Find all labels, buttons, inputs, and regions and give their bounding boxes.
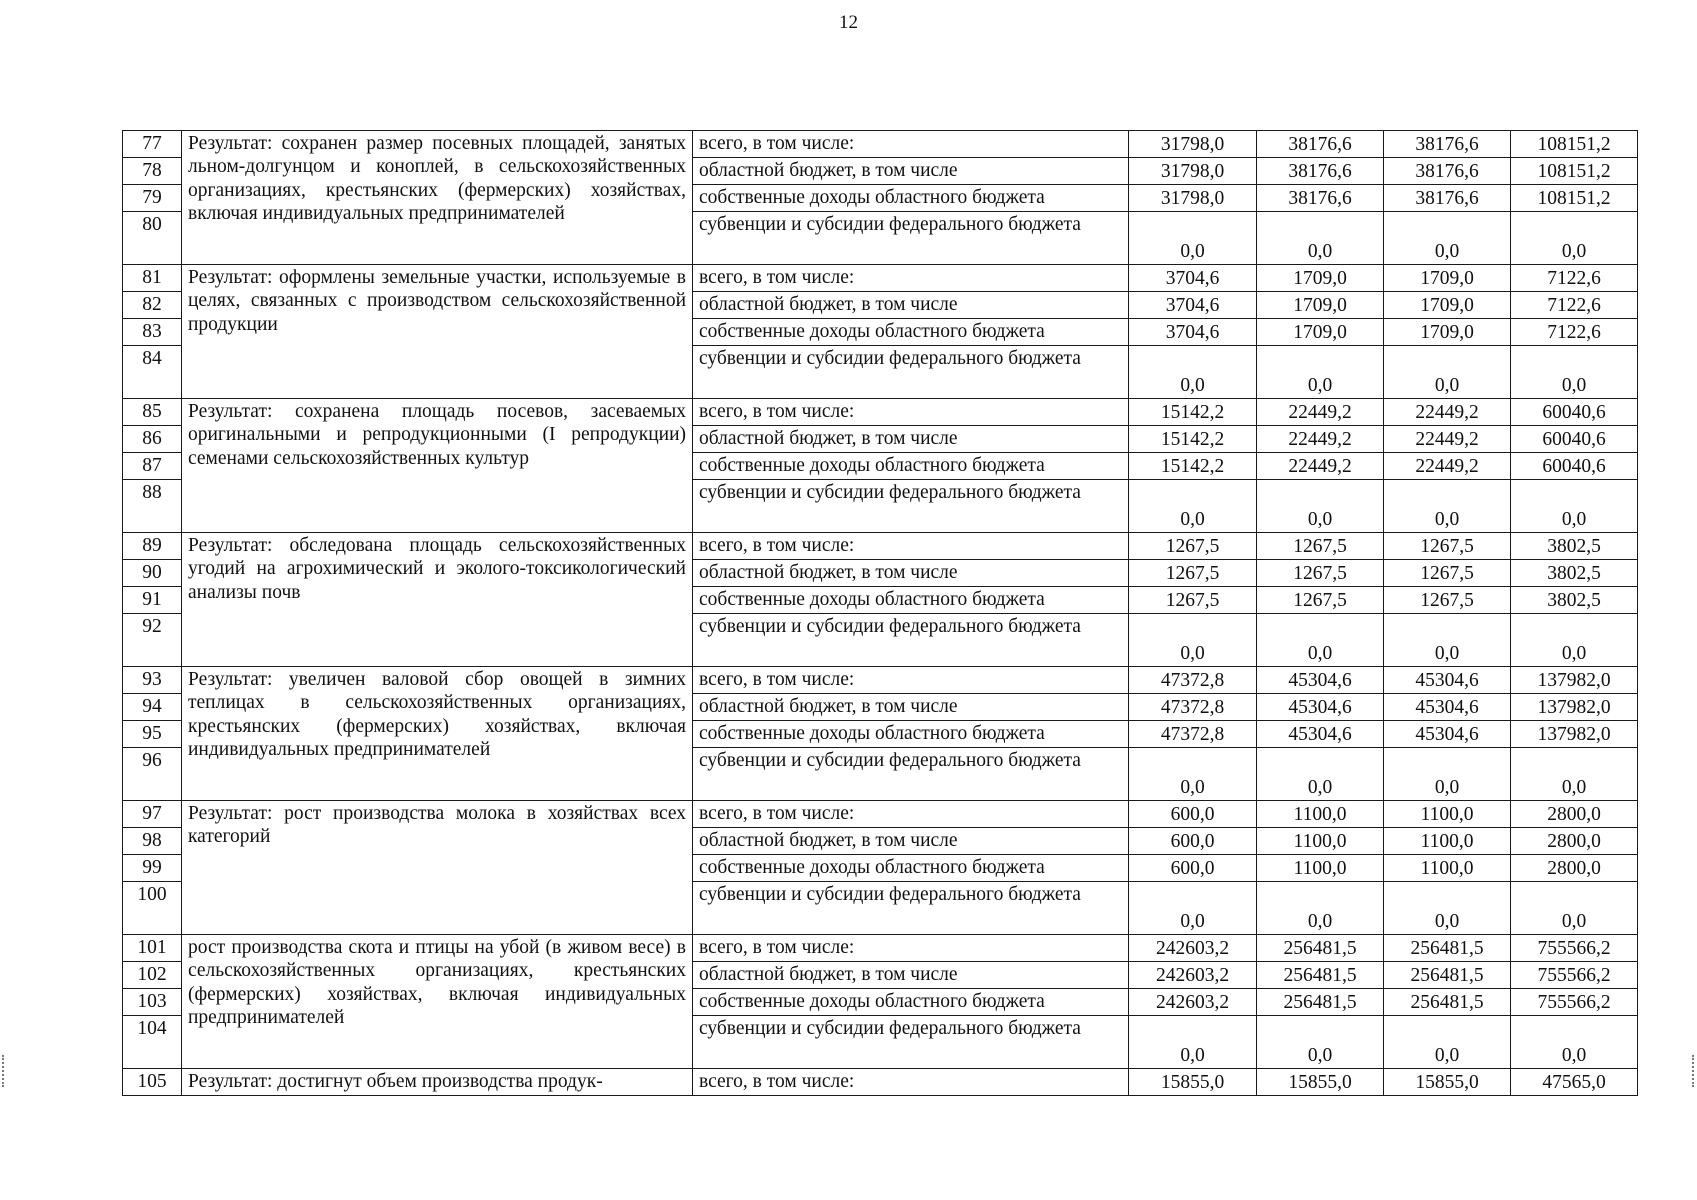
amount-cell: 0,0 xyxy=(1384,346,1511,399)
funding-source: собственные доходы областного бюджета xyxy=(693,453,1129,480)
amount-cell: 1100,0 xyxy=(1384,801,1511,828)
amount-cell: 22449,2 xyxy=(1384,426,1511,453)
amount-cell: 47372,8 xyxy=(1129,721,1257,748)
row-number: 104 xyxy=(123,1016,182,1069)
amount-cell: 22449,2 xyxy=(1257,453,1384,480)
amount-cell: 15142,2 xyxy=(1129,453,1257,480)
amount-cell: 7122,6 xyxy=(1511,265,1638,292)
result-description: Результат: обследована площадь сельскохозяйственных угодий на агрохимический и эколого-токсикологический анализы почв xyxy=(182,533,693,667)
amount-cell: 0,0 xyxy=(1129,212,1257,265)
amount-cell: 15142,2 xyxy=(1129,399,1257,426)
funding-source: областной бюджет, в том числе xyxy=(693,828,1129,855)
row-number: 92 xyxy=(123,614,182,667)
table-row xyxy=(123,533,1638,560)
amount-cell: 256481,5 xyxy=(1384,989,1511,1016)
amount-cell: 3802,5 xyxy=(1511,560,1638,587)
amount-cell: 22449,2 xyxy=(1257,426,1384,453)
amount-cell: 256481,5 xyxy=(1257,962,1384,989)
amount-cell: 38176,6 xyxy=(1257,158,1384,185)
amount-cell: 1267,5 xyxy=(1384,533,1511,560)
amount-cell: 31798,0 xyxy=(1129,131,1257,158)
amount-cell: 38176,6 xyxy=(1257,131,1384,158)
amount-cell: 0,0 xyxy=(1511,748,1638,801)
funding-source: субвенции и субсидии федерального бюджета xyxy=(693,882,1129,935)
amount-cell: 22449,2 xyxy=(1384,399,1511,426)
result-description: рост производства скота и птицы на убой (в живом весе) в сельскохозяйственных организациях, крестьянских (фермерских) хозяйствах, включая индивидуальных предпринимателей xyxy=(182,935,693,1069)
amount-cell: 1267,5 xyxy=(1384,560,1511,587)
amount-cell: 0,0 xyxy=(1511,614,1638,667)
amount-cell: 2800,0 xyxy=(1511,801,1638,828)
amount-cell: 0,0 xyxy=(1511,1016,1638,1069)
funding-source: всего, в том числе: xyxy=(693,399,1129,426)
amount-cell: 0,0 xyxy=(1257,480,1384,533)
amount-cell: 45304,6 xyxy=(1384,694,1511,721)
funding-source: областной бюджет, в том числе xyxy=(693,158,1129,185)
amount-cell: 22449,2 xyxy=(1384,453,1511,480)
row-number: 101 xyxy=(123,935,182,962)
row-number: 81 xyxy=(123,265,182,292)
table-body xyxy=(123,131,1638,1096)
row-number: 83 xyxy=(123,319,182,346)
amount-cell: 242603,2 xyxy=(1129,989,1257,1016)
funding-source: областной бюджет, в том числе xyxy=(693,560,1129,587)
funding-source: собственные доходы областного бюджета xyxy=(693,319,1129,346)
amount-cell: 38176,6 xyxy=(1384,131,1511,158)
row-number: 99 xyxy=(123,855,182,882)
funding-source: всего, в том числе: xyxy=(693,533,1129,560)
amount-cell: 1709,0 xyxy=(1384,319,1511,346)
amount-cell: 755566,2 xyxy=(1511,935,1638,962)
amount-cell: 1267,5 xyxy=(1384,587,1511,614)
amount-cell: 0,0 xyxy=(1511,480,1638,533)
amount-cell: 1709,0 xyxy=(1384,265,1511,292)
row-number: 80 xyxy=(123,212,182,265)
funding-source: субвенции и субсидии федерального бюджета xyxy=(693,212,1129,265)
amount-cell: 15855,0 xyxy=(1129,1069,1257,1096)
row-number: 91 xyxy=(123,587,182,614)
amount-cell: 1709,0 xyxy=(1257,292,1384,319)
amount-cell: 38176,6 xyxy=(1384,185,1511,212)
amount-cell: 0,0 xyxy=(1511,346,1638,399)
amount-cell: 1267,5 xyxy=(1257,560,1384,587)
row-number: 88 xyxy=(123,480,182,533)
amount-cell: 137982,0 xyxy=(1511,721,1638,748)
row-number: 96 xyxy=(123,748,182,801)
row-number: 82 xyxy=(123,292,182,319)
amount-cell: 3802,5 xyxy=(1511,533,1638,560)
amount-cell: 7122,6 xyxy=(1511,292,1638,319)
result-description: Результат: рост производства молока в хозяйствах всех категорий xyxy=(182,801,693,935)
row-number: 98 xyxy=(123,828,182,855)
amount-cell: 1267,5 xyxy=(1129,560,1257,587)
amount-cell: 1267,5 xyxy=(1129,587,1257,614)
amount-cell: 600,0 xyxy=(1129,801,1257,828)
amount-cell: 0,0 xyxy=(1257,212,1384,265)
amount-cell: 7122,6 xyxy=(1511,319,1638,346)
amount-cell: 15855,0 xyxy=(1384,1069,1511,1096)
amount-cell: 47565,0 xyxy=(1511,1069,1638,1096)
funding-source: областной бюджет, в том числе xyxy=(693,292,1129,319)
funding-source: областной бюджет, в том числе xyxy=(693,962,1129,989)
edge-mark-left xyxy=(2,1055,6,1087)
row-number: 105 xyxy=(123,1069,182,1096)
funding-source: всего, в том числе: xyxy=(693,935,1129,962)
amount-cell: 1709,0 xyxy=(1384,292,1511,319)
amount-cell: 60040,6 xyxy=(1511,399,1638,426)
amount-cell: 45304,6 xyxy=(1257,721,1384,748)
funding-source: субвенции и субсидии федерального бюджета xyxy=(693,1016,1129,1069)
funding-source: субвенции и субсидии федерального бюджета xyxy=(693,346,1129,399)
edge-mark-right xyxy=(1692,1055,1696,1087)
amount-cell: 0,0 xyxy=(1511,212,1638,265)
amount-cell: 47372,8 xyxy=(1129,694,1257,721)
row-number: 85 xyxy=(123,399,182,426)
amount-cell: 0,0 xyxy=(1511,882,1638,935)
funding-source: субвенции и субсидии федерального бюджета xyxy=(693,748,1129,801)
table-row xyxy=(123,131,1638,158)
amount-cell: 755566,2 xyxy=(1511,989,1638,1016)
amount-cell: 3802,5 xyxy=(1511,587,1638,614)
amount-cell: 1267,5 xyxy=(1129,533,1257,560)
amount-cell: 1100,0 xyxy=(1384,855,1511,882)
row-number: 86 xyxy=(123,426,182,453)
funding-source: всего, в том числе: xyxy=(693,131,1129,158)
amount-cell: 0,0 xyxy=(1257,1016,1384,1069)
amount-cell: 1709,0 xyxy=(1257,319,1384,346)
amount-cell: 256481,5 xyxy=(1384,962,1511,989)
amount-cell: 0,0 xyxy=(1129,1016,1257,1069)
amount-cell: 22449,2 xyxy=(1257,399,1384,426)
amount-cell: 3704,6 xyxy=(1129,292,1257,319)
amount-cell: 137982,0 xyxy=(1511,667,1638,694)
amount-cell: 60040,6 xyxy=(1511,426,1638,453)
row-number: 102 xyxy=(123,962,182,989)
row-number: 93 xyxy=(123,667,182,694)
result-description: Результат: увеличен валовой сбор овощей в зимних теплицах в сельскохозяйственных организациях, крестьянских (фермерских) хозяйствах, включая индивидуальных предпринимателей xyxy=(182,667,693,801)
amount-cell: 0,0 xyxy=(1129,748,1257,801)
amount-cell: 755566,2 xyxy=(1511,962,1638,989)
amount-cell: 0,0 xyxy=(1384,212,1511,265)
amount-cell: 242603,2 xyxy=(1129,962,1257,989)
amount-cell: 45304,6 xyxy=(1384,667,1511,694)
result-description: Результат: сохранен размер посевных площадей, занятых льном-долгунцом и коноплей, в сельскохозяйственных организациях, крестьянских (фермерских) хозяйствах, включая индивидуальных предпринимателей xyxy=(182,131,693,265)
amount-cell: 0,0 xyxy=(1257,346,1384,399)
amount-cell: 45304,6 xyxy=(1257,694,1384,721)
amount-cell: 0,0 xyxy=(1384,614,1511,667)
amount-cell: 38176,6 xyxy=(1257,185,1384,212)
amount-cell: 0,0 xyxy=(1129,882,1257,935)
funding-source: собственные доходы областного бюджета xyxy=(693,989,1129,1016)
amount-cell: 45304,6 xyxy=(1384,721,1511,748)
row-number: 94 xyxy=(123,694,182,721)
amount-cell: 38176,6 xyxy=(1384,158,1511,185)
amount-cell: 0,0 xyxy=(1384,480,1511,533)
amount-cell: 256481,5 xyxy=(1384,935,1511,962)
amount-cell: 0,0 xyxy=(1129,346,1257,399)
amount-cell: 600,0 xyxy=(1129,828,1257,855)
funding-source: областной бюджет, в том числе xyxy=(693,426,1129,453)
amount-cell: 0,0 xyxy=(1257,614,1384,667)
amount-cell: 0,0 xyxy=(1257,882,1384,935)
funding-source: всего, в том числе: xyxy=(693,1069,1129,1096)
result-description: Результат: оформлены земельные участки, используемые в целях, связанных с производством сельскохозяйственной продукции xyxy=(182,265,693,399)
amount-cell: 0,0 xyxy=(1384,882,1511,935)
table-row xyxy=(123,265,1638,292)
amount-cell: 45304,6 xyxy=(1257,667,1384,694)
funding-source: собственные доходы областного бюджета xyxy=(693,185,1129,212)
amount-cell: 3704,6 xyxy=(1129,319,1257,346)
funding-source: областной бюджет, в том числе xyxy=(693,694,1129,721)
amount-cell: 256481,5 xyxy=(1257,989,1384,1016)
amount-cell: 2800,0 xyxy=(1511,828,1638,855)
amount-cell: 0,0 xyxy=(1129,480,1257,533)
row-number: 78 xyxy=(123,158,182,185)
amount-cell: 3704,6 xyxy=(1129,265,1257,292)
funding-source: всего, в том числе: xyxy=(693,667,1129,694)
row-number: 103 xyxy=(123,989,182,1016)
result-description: Результат: достигнут объем производства продук- xyxy=(182,1069,693,1096)
amount-cell: 242603,2 xyxy=(1129,935,1257,962)
row-number: 97 xyxy=(123,801,182,828)
funding-source: собственные доходы областного бюджета xyxy=(693,587,1129,614)
amount-cell: 1100,0 xyxy=(1257,801,1384,828)
row-number: 95 xyxy=(123,721,182,748)
amount-cell: 1100,0 xyxy=(1257,828,1384,855)
amount-cell: 2800,0 xyxy=(1511,855,1638,882)
amount-cell: 47372,8 xyxy=(1129,667,1257,694)
row-number: 89 xyxy=(123,533,182,560)
amount-cell: 1267,5 xyxy=(1257,533,1384,560)
row-number: 84 xyxy=(123,346,182,399)
result-description: Результат: сохранена площадь посевов, засеваемых оригинальными и репродукционными (I репродукции) семенами сельскохозяйственных культур xyxy=(182,399,693,533)
amount-cell: 15142,2 xyxy=(1129,426,1257,453)
amount-cell: 15855,0 xyxy=(1257,1069,1384,1096)
amount-cell: 108151,2 xyxy=(1511,185,1638,212)
table-row xyxy=(123,399,1638,426)
funding-source: собственные доходы областного бюджета xyxy=(693,855,1129,882)
amount-cell: 0,0 xyxy=(1384,1016,1511,1069)
amount-cell: 31798,0 xyxy=(1129,158,1257,185)
table-row xyxy=(123,935,1638,962)
amount-cell: 1100,0 xyxy=(1257,855,1384,882)
row-number: 77 xyxy=(123,131,182,158)
amount-cell: 600,0 xyxy=(1129,855,1257,882)
funding-source: всего, в том числе: xyxy=(693,801,1129,828)
amount-cell: 0,0 xyxy=(1257,748,1384,801)
amount-cell: 137982,0 xyxy=(1511,694,1638,721)
table-row xyxy=(123,801,1638,828)
amount-cell: 0,0 xyxy=(1384,748,1511,801)
amount-cell: 108151,2 xyxy=(1511,131,1638,158)
funding-source: всего, в том числе: xyxy=(693,265,1129,292)
amount-cell: 31798,0 xyxy=(1129,185,1257,212)
amount-cell: 1100,0 xyxy=(1384,828,1511,855)
row-number: 100 xyxy=(123,882,182,935)
amount-cell: 1709,0 xyxy=(1257,265,1384,292)
table-row xyxy=(123,667,1638,694)
amount-cell: 0,0 xyxy=(1129,614,1257,667)
funding-source: субвенции и субсидии федерального бюджета xyxy=(693,480,1129,533)
budget-table xyxy=(122,130,1638,1096)
table-row xyxy=(123,1069,1638,1096)
row-number: 90 xyxy=(123,560,182,587)
amount-cell: 108151,2 xyxy=(1511,158,1638,185)
page-number: 12 xyxy=(839,12,858,33)
funding-source: субвенции и субсидии федерального бюджета xyxy=(693,614,1129,667)
amount-cell: 256481,5 xyxy=(1257,935,1384,962)
funding-source: собственные доходы областного бюджета xyxy=(693,721,1129,748)
amount-cell: 1267,5 xyxy=(1257,587,1384,614)
row-number: 87 xyxy=(123,453,182,480)
amount-cell: 60040,6 xyxy=(1511,453,1638,480)
row-number: 79 xyxy=(123,185,182,212)
